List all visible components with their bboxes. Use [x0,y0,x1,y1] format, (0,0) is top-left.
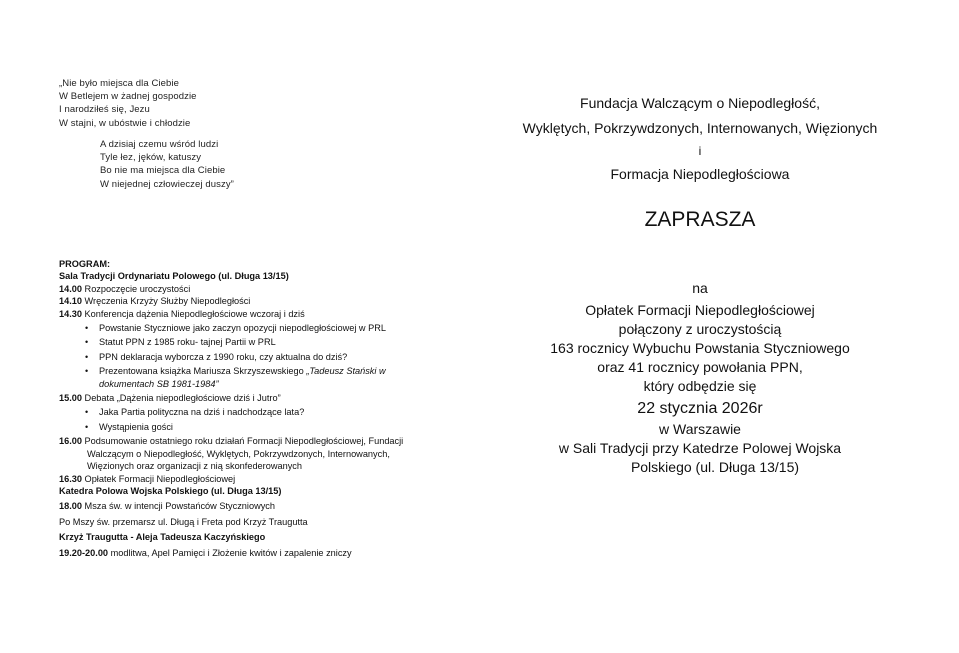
program-bullet: • Statut PPN z 1985 roku- tajnej Partii w PRL [99,336,479,348]
program-text: Konferencja dążenia Niepodległościowe wczoraj i dziś [82,308,305,319]
program-item [59,500,479,512]
program-text: Debata „Dążenia niepodległościowe dziś i Jutro” [82,393,281,404]
program-bullet: • Wystąpienia gości [99,421,479,433]
event-place: w Sali Tradycji przy Katedrze Polowej Wojska [558,440,842,456]
event-date: 22 stycznia 2026r [637,400,763,417]
program-item [59,308,479,320]
organizer-line: Fundacja Walczącym o Niepodległość, [580,95,820,111]
program-bullets [59,322,479,390]
poem-line: Bo nie ma miejsca dla Ciebie [100,165,226,177]
program-item [59,295,479,307]
poem-stanza-1 [59,77,197,130]
program-time: 19.20-20.00 [59,547,109,558]
program-text: Opłatek Formacji Niepodległościowej [82,473,236,484]
poem-line: W stajni, w ubóstwie i chłodzie [59,117,191,129]
detail-line: połączony z uroczystością [618,321,782,337]
program-text: Msza św. w intencji Powstańców Styczniowych [82,501,276,512]
program-venue-1: Sala Tradycji Ordynariatu Polowego (ul. Długa 13/15) [59,271,289,282]
program-bullets [59,406,479,433]
program-item [59,283,479,295]
program-heading: PROGRAM: [59,259,111,269]
event-city: w Warszawie [659,421,741,437]
program-text: Podsumowanie ostatniego roku działań Formacji Niepodległościowej, Fundacji [82,436,404,447]
organizer-line: Wyklętych, Pokrzywdzonych, Internowanych, Więzionych [522,120,878,136]
book-prefix: Prezentowana książka Mariusza Skrzyszewskiego [99,366,307,377]
program-item [59,473,479,485]
program-time: 14.00 [59,283,82,294]
poem-line: W niejednej człowieczej duszy” [100,178,234,190]
program-time: 18.00 [59,501,82,512]
program-text: Rozpoczęcie uroczystości [82,283,191,294]
detail-line: który odbędzie się [643,378,757,394]
program-venue-3: Krzyż Traugutta - Aleja Tadeusza Kaczyńskiego [59,532,266,543]
poem-line: I narodziłeś się, Jezu [59,104,150,116]
invitation-headline: ZAPRASZA [644,208,756,231]
poem-stanza-2 [100,138,234,191]
program-item [59,392,479,404]
detail-line: Opłatek Formacji Niepodległościowej [585,302,815,318]
program-time: 16.30 [59,473,82,484]
program-text-cont: Po Mszy św. przemarsz ul. Długą i Freta pod Krzyż Traugutta [59,516,308,527]
program-text-cont: Walczącym o Niepodległość, Wyklętych, Pokrzywdzonych, Internowanych, [87,448,390,459]
organizer-conjunction: i [698,144,702,158]
program-text-cont: Więzionych oraz organizacji z nią skonfederowanych [87,461,302,472]
invitation-details [500,279,900,477]
program-bullet: • Jaka Partia polityczna na dziś i nadchodzące lata? [99,406,479,418]
book-title-cont: dokumentach SB 1981-1984” [99,378,219,389]
organizer-line: Formacja Niepodległościowa [610,166,790,182]
program-time: 14.30 [59,308,82,319]
program-time: 14.10 [59,296,82,307]
program-bullet: • PPN deklaracja wyborcza z 1990 roku, czy aktualna do dziś? [99,351,479,363]
program-time: 15.00 [59,393,82,404]
program [59,258,479,559]
poem-line: A dzisiaj czemu wśród ludzi [100,139,219,150]
detail-line: 163 rocznicy Wybuchu Powstania Styczniowego [550,340,850,356]
program-text: modlitwa, Apel Pamięci i Złożenie kwitów i zapalenie zniczy [108,547,352,558]
poem-line: „Nie było miejsca dla Ciebie [59,78,180,89]
poem-line: W Betlejem w żadnej gospodzie [59,91,197,103]
poem-line: Tyle łez, jęków, katuszy [100,152,202,164]
event-place-cont: Polskiego (ul. Długa 13/15) [630,459,800,475]
invitation-organizers [500,94,900,184]
detail-line: na [692,280,708,296]
book-title: „Tadeusz Stański w [306,366,386,377]
program-bullet: • Powstanie Styczniowe jako zaczyn opozycji niepodległościowej w PRL [99,322,479,334]
program-item [59,547,479,559]
program-venue-2: Katedra Polowa Wojska Polskiego (ul. Długa 13/15) [59,485,282,496]
detail-line: oraz 41 rocznicy powołania PPN, [597,359,803,375]
program-item [59,435,479,447]
program-text: Wręczenia Krzyży Służby Niepodległości [82,296,251,307]
program-time: 16.00 [59,436,82,447]
program-bullet [99,365,479,390]
